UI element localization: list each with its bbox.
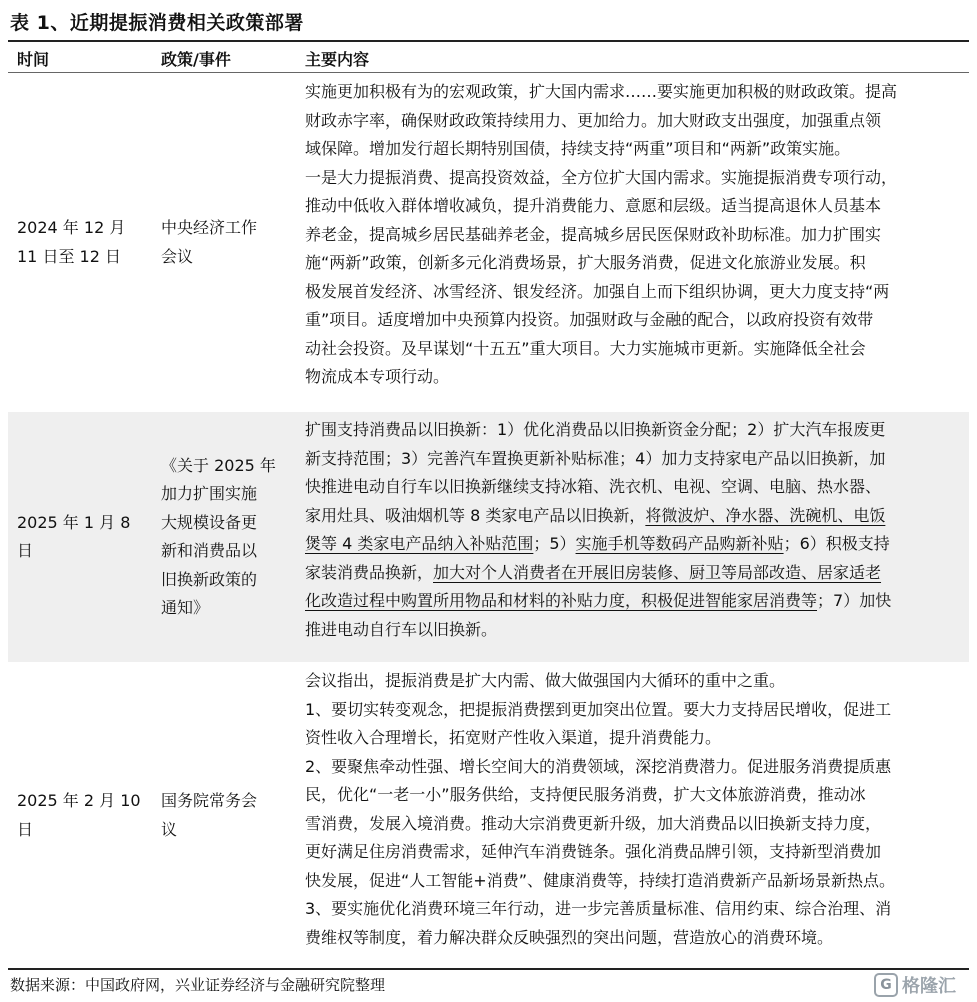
- content-line: [305, 164, 965, 193]
- event-cell-line: 《关于 2025 年: [161, 455, 276, 475]
- content-line: [305, 753, 965, 782]
- time-cell: [17, 214, 147, 271]
- event-cell-line: 旧换新政策的: [161, 569, 258, 589]
- content-line: [305, 587, 965, 616]
- content-line: [305, 781, 965, 810]
- content-line: [305, 924, 965, 953]
- event-cell: [161, 787, 291, 844]
- watermark-text: 格隆汇: [902, 976, 956, 997]
- content-line: [305, 696, 965, 725]
- content-cell: [305, 78, 965, 392]
- watermark: [872, 970, 972, 1000]
- content-text: 推进电动自行车以旧换新。: [305, 619, 498, 639]
- content-text: 养老金，提高城乡居民基础养老金，提高城乡居民医保财政补助标准。加力扩围实: [305, 224, 882, 244]
- content-line: [305, 221, 965, 250]
- event-cell-line: 大规模设备更: [161, 512, 258, 532]
- content-text: 新支持范围；3）完善汽车置换更新补贴标准；4）加力支持家电产品以旧换新，加: [305, 448, 886, 468]
- content-line: [305, 78, 965, 107]
- content-text: 物流成本专项行动。: [305, 367, 450, 386]
- table-header: [8, 42, 969, 72]
- content-line: [305, 810, 965, 839]
- underlined-text: 化改造过程中购置所用物品和材料的补贴力度，积极促进智能家居消费等: [305, 591, 818, 610]
- header-time: 时间: [17, 50, 50, 69]
- content-line: [305, 502, 965, 531]
- content-text: 施“两新”政策，创新多元化消费场景，扩大服务消费，促进文化旅游业发展。积: [305, 253, 866, 272]
- content-line: [305, 838, 965, 867]
- content-text: 民，优化“一老一小”服务供给，支持便民服务消费，扩大文体旅游消费，推动冰: [305, 785, 866, 804]
- content-line: [305, 363, 965, 392]
- event-cell-line: 加力扩围实施: [161, 484, 258, 503]
- event-cell-line: 国务院常务会: [161, 791, 258, 810]
- content-text: 一是大力提振消费、提高投资效益，全方位扩大国内需求。实施提振消费专项行动，: [305, 167, 898, 187]
- content-line: [305, 192, 965, 221]
- content-text: 极发展首发经济、冰雪经济、银发经济。加强自上而下组织协调，更大力度支持“两: [305, 281, 890, 301]
- content-text: 动社会投资。及早谋划“十五五”重大项目。大力实施城市更新。实施降低全社会: [305, 338, 866, 358]
- underlined-text: 实施手机等数码产品购新补贴: [575, 534, 784, 553]
- content-line: [305, 249, 965, 278]
- content-cell: [305, 416, 965, 644]
- time-cell-line: 2025 年 2 月 10: [17, 791, 141, 810]
- underlined-text: 加大对个人消费者在开展旧房装修、厨卫等局部改造、居家适老: [433, 562, 882, 582]
- event-cell: [161, 452, 291, 623]
- content-text: 2、要聚焦牵动性强、增长空间大的消费领域，深挖消费潜力。促进服务消费提质惠: [305, 756, 892, 776]
- source-note: 数据来源：中国政府网，兴业证券经济与金融研究院整理: [10, 976, 386, 994]
- content-text: 实施更加积极有为的宏观政策，扩大国内需求……要实施更加积极的财政政策。提高: [305, 82, 898, 101]
- content-text: 雪消费，发展入境消费。推动大宗消费更新升级，加大消费品以旧换新支持力度，: [305, 813, 882, 833]
- content-text: 域保障。增加发行超长期特别国债，持续支持“两重”项目和“两新”政策实施。: [305, 139, 851, 158]
- underlined-text: 煲等 4 类家电产品纳入补贴范围: [305, 534, 534, 553]
- table-row: [8, 663, 969, 968]
- time-cell-line: 日: [17, 819, 34, 839]
- content-text: 财政赤字率，确保财政政策持续用力、更加给力。加大财政支出强度，加强重点领: [305, 110, 882, 130]
- event-cell-line: 议: [161, 819, 178, 839]
- table-row: [8, 74, 969, 411]
- time-cell-line: 11 日至 12 日: [17, 246, 121, 266]
- content-line: [305, 107, 965, 136]
- time-cell: [17, 787, 147, 844]
- content-text: 会议指出，提振消费是扩大内需、做大做强国内大循环的重中之重。: [305, 671, 786, 690]
- content-line: [305, 667, 965, 696]
- event-cell: [161, 214, 291, 271]
- event-cell-line: 通知》: [161, 598, 210, 617]
- content-line: [305, 530, 965, 559]
- content-line: [305, 416, 965, 445]
- content-text: 1、要切实转变观念，把提振消费摆到更加突出位置。要大力支持居民增收，促进工: [305, 699, 892, 719]
- underlined-text: 将微波炉、净水器、洗碗机、电饭: [645, 505, 886, 525]
- header-content: 主要内容: [305, 50, 370, 69]
- content-text: ；7）加快: [817, 591, 892, 610]
- content-line: [305, 867, 965, 896]
- content-text: 推动中低收入群体增收减负，提升消费能力、意愿和层级。适当提高退休人员基本: [305, 196, 882, 215]
- content-text: 家装消费品换新，: [305, 562, 434, 582]
- content-line: [305, 306, 965, 335]
- content-text: ；5）: [533, 534, 576, 553]
- time-cell-line: 日: [17, 541, 34, 560]
- time-cell: [17, 509, 147, 566]
- content-text: 快发展，促进“人工智能+消费”、健康消费等，持续打造消费新产品新场景新热点。: [305, 870, 895, 890]
- content-text: 扩围支持消费品以旧换新：1）优化消费品以旧换新资金分配；2）扩大汽车报废更: [305, 420, 886, 439]
- content-text: 费维权等制度，着力解决群众反映强烈的突出问题，营造放心的消费环境。: [305, 927, 834, 947]
- content-line: [305, 559, 965, 588]
- content-cell: [305, 667, 965, 952]
- content-text: 重”项目。适度增加中央预算内投资。加强财政与金融的配合，以政府投资有效带: [305, 310, 874, 329]
- table-bottom-rule: [8, 968, 969, 970]
- content-line: [305, 135, 965, 164]
- content-text: 3、要实施优化消费环境三年行动，进一步完善质量标准、信用约束、综合治理、消: [305, 899, 892, 918]
- content-text: 家用灶具、吸油烟机等 8 类家电产品以旧换新，: [305, 505, 646, 525]
- content-line: [305, 895, 965, 924]
- watermark-logo-icon: G: [874, 973, 898, 997]
- content-line: [305, 724, 965, 753]
- content-text: ；6）积极支持: [783, 534, 890, 553]
- time-cell-line: 2024 年 12 月: [17, 218, 126, 237]
- table-row: [8, 412, 969, 662]
- content-line: [305, 616, 965, 645]
- event-cell-line: 会议: [161, 246, 194, 266]
- content-text: 快推进电动自行车以旧换新继续支持冰箱、洗衣机、电视、空调、电脑、热水器、: [305, 477, 882, 496]
- content-line: [305, 445, 965, 474]
- header-divider: [8, 72, 969, 73]
- time-cell-line: 2025 年 1 月 8: [17, 512, 131, 532]
- content-text: 更好满足住房消费需求，延伸汽车消费链条。强化消费品牌引领，支持新型消费加: [305, 842, 882, 861]
- event-cell-line: 新和消费品以: [161, 541, 258, 560]
- content-line: [305, 473, 965, 502]
- content-line: [305, 335, 965, 364]
- event-cell-line: 中央经济工作: [161, 218, 258, 237]
- header-event: 政策/事件: [161, 50, 231, 69]
- content-text: 资性收入合理增长，拓宽财产性收入渠道，提升消费能力。: [305, 728, 722, 747]
- content-line: [305, 278, 965, 307]
- table-title: 表 1、近期提振消费相关政策部署: [10, 12, 304, 34]
